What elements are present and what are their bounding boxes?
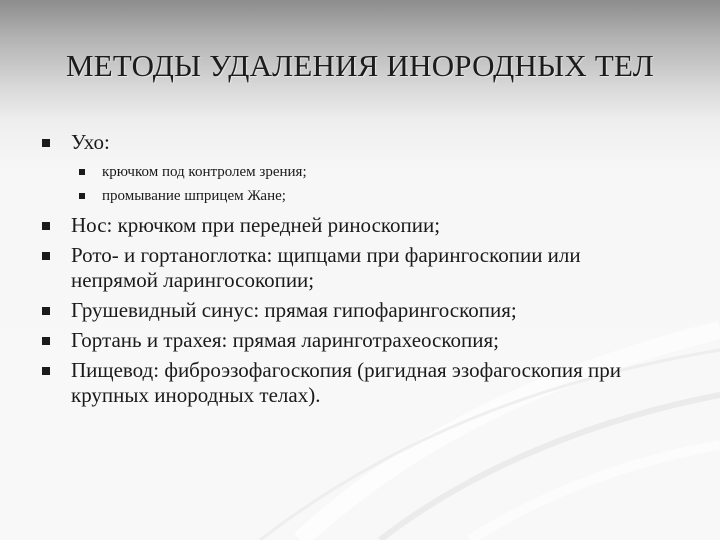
sub-list-item [71,184,670,208]
square-bullet-icon [42,139,50,147]
square-bullet-icon [79,193,85,199]
list-item-pharynx [40,243,670,293]
square-bullet-icon [42,307,50,315]
list-item-text: Рото- и гортаноглотка: щипцами при фарингоскопии или непрямой ларингосокопии; [71,243,581,292]
list-item-text: Гортань и трахея: прямая ларинготрахеоскопия; [71,328,499,352]
sub-list-item [71,160,670,184]
square-bullet-icon [42,367,50,375]
list-item-text: Нос: крючком при передней риноскопии; [71,213,441,237]
list-item-ear [40,130,670,208]
list-item-text: Грушевидный синус: прямая гипофарингоскопия; [71,298,517,322]
square-bullet-icon [42,252,50,260]
square-bullet-icon [42,337,50,345]
sub-list-item-text: промывание шприцем Жане; [102,188,286,204]
list-item-nose [40,213,670,238]
list-item-piriform-sinus [40,298,670,323]
square-bullet-icon [42,222,50,230]
list-item-text: Пищевод: фиброэзофагоскопия (ригидная эзофагоскопия при крупных инородных телах). [71,358,621,407]
sub-list [71,160,670,208]
list-item-esophagus [40,358,670,408]
list-item-larynx-trachea [40,328,670,353]
list-item-text: Ухо: [71,130,110,154]
slide-title: МЕТОДЫ УДАЛЕНИЯ ИНОРОДНЫХ ТЕЛ [66,48,654,83]
bullet-list [40,130,670,413]
square-bullet-icon [79,169,85,175]
sub-list-item-text: крючком под контролем зрения; [102,164,307,180]
